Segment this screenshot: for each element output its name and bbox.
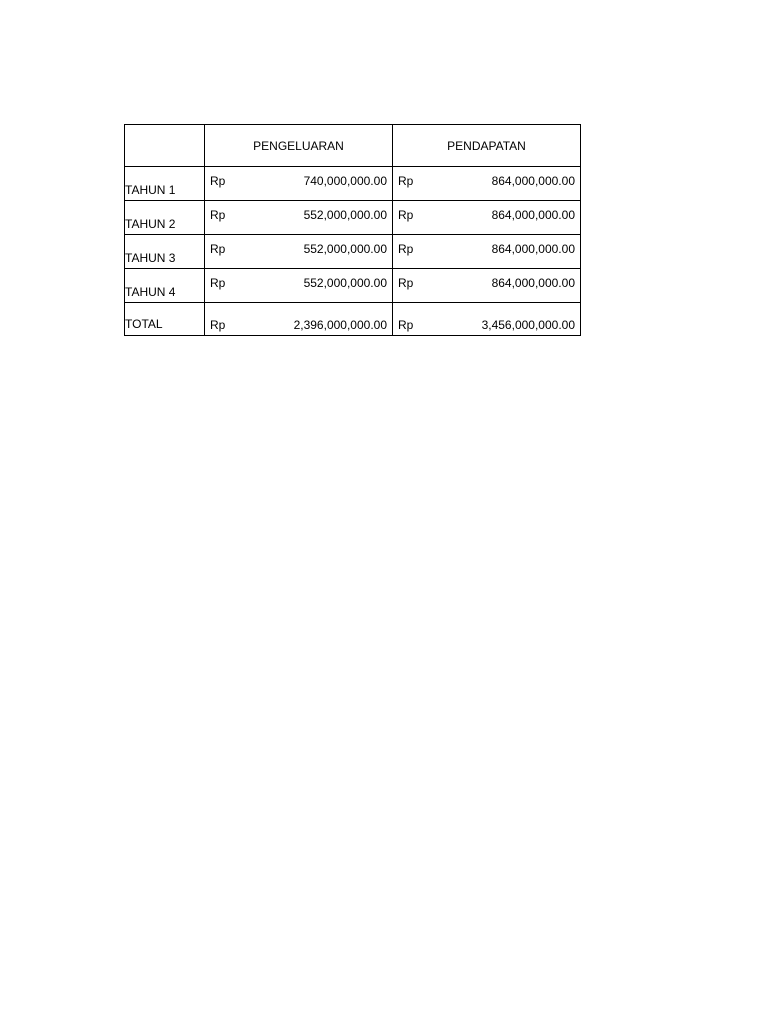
total-pengeluaran-value: 2,396,000,000.00 bbox=[293, 318, 387, 332]
pendapatan-cell bbox=[393, 235, 581, 269]
row-label: TAHUN 1 bbox=[125, 167, 205, 201]
currency-label: Rp bbox=[210, 174, 226, 188]
header-pengeluaran: PENGELUARAN bbox=[205, 125, 393, 167]
currency-label: Rp bbox=[398, 276, 414, 290]
currency-label: Rp bbox=[398, 208, 414, 222]
pengeluaran-cell bbox=[205, 235, 393, 269]
currency-label: Rp bbox=[398, 318, 414, 332]
table-row bbox=[125, 167, 581, 201]
total-row bbox=[125, 303, 581, 336]
row-label: TAHUN 3 bbox=[125, 235, 205, 269]
currency-label: Rp bbox=[210, 318, 226, 332]
table-row bbox=[125, 235, 581, 269]
pengeluaran-cell bbox=[205, 201, 393, 235]
expense-income-table bbox=[124, 124, 581, 336]
row-label: TAHUN 2 bbox=[125, 201, 205, 235]
pendapatan-cell bbox=[393, 201, 581, 235]
pengeluaran-cell bbox=[205, 167, 393, 201]
currency-label: Rp bbox=[398, 174, 414, 188]
amount-value: 864,000,000.00 bbox=[491, 208, 575, 222]
amount-value: 864,000,000.00 bbox=[491, 174, 575, 188]
total-pendapatan-cell bbox=[393, 303, 581, 336]
pendapatan-cell bbox=[393, 269, 581, 303]
pengeluaran-cell bbox=[205, 269, 393, 303]
header-pendapatan: PENDAPATAN bbox=[393, 125, 581, 167]
amount-value: 552,000,000.00 bbox=[303, 208, 387, 222]
table-row bbox=[125, 269, 581, 303]
amount-value: 740,000,000.00 bbox=[303, 174, 387, 188]
total-pengeluaran-cell bbox=[205, 303, 393, 336]
amount-value: 864,000,000.00 bbox=[491, 276, 575, 290]
currency-label: Rp bbox=[210, 208, 226, 222]
table-header-row bbox=[125, 125, 581, 167]
amount-value: 864,000,000.00 bbox=[491, 242, 575, 256]
amount-value: 552,000,000.00 bbox=[303, 242, 387, 256]
currency-label: Rp bbox=[210, 242, 226, 256]
header-blank-cell bbox=[125, 125, 205, 167]
total-label: TOTAL bbox=[125, 303, 205, 336]
pendapatan-cell bbox=[393, 167, 581, 201]
amount-value: 552,000,000.00 bbox=[303, 276, 387, 290]
table-row bbox=[125, 201, 581, 235]
row-label: TAHUN 4 bbox=[125, 269, 205, 303]
currency-label: Rp bbox=[398, 242, 414, 256]
total-pendapatan-value: 3,456,000,000.00 bbox=[481, 318, 575, 332]
currency-label: Rp bbox=[210, 276, 226, 290]
